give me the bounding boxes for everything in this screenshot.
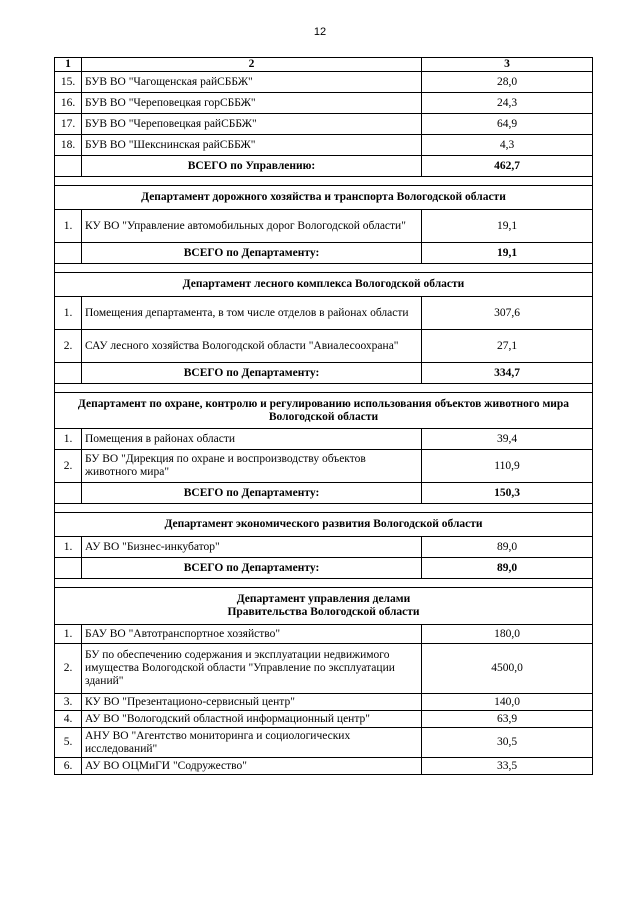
row-number: 1. xyxy=(55,210,82,243)
total-label: ВСЕГО по Департаменту: xyxy=(82,483,422,504)
row-number: 1. xyxy=(55,429,82,450)
row-value: 33,5 xyxy=(422,758,593,775)
row-value: 30,5 xyxy=(422,728,593,758)
table-row xyxy=(55,625,593,644)
row-value: 19,1 xyxy=(422,210,593,243)
allocation-table xyxy=(54,57,593,775)
row-value: 180,0 xyxy=(422,625,593,644)
table-row xyxy=(55,72,593,93)
row-number: 1. xyxy=(55,537,82,558)
row-name: КУ ВО "Презентационо-сервисный центр" xyxy=(82,694,422,711)
total-row xyxy=(55,156,593,177)
row-name: БУВ ВО "Череповецкая горСББЖ" xyxy=(82,93,422,114)
table-row xyxy=(55,758,593,775)
row-name: КУ ВО "Управление автомобильных дорог Вологодской области" xyxy=(82,210,422,243)
department-title: Департамент по охране, контролю и регулированию использования объектов животного мира Вологодской области xyxy=(55,393,593,429)
table-row xyxy=(55,429,593,450)
total-row xyxy=(55,483,593,504)
row-number: 15. xyxy=(55,72,82,93)
table-row xyxy=(55,537,593,558)
department-header-row xyxy=(55,513,593,537)
page-number: 12 xyxy=(313,26,327,38)
table-row xyxy=(55,297,593,330)
total-label: ВСЕГО по Департаменту: xyxy=(82,363,422,384)
column-header-row xyxy=(55,58,593,72)
table-row xyxy=(55,93,593,114)
table-row xyxy=(55,450,593,483)
table-row xyxy=(55,694,593,711)
table-row xyxy=(55,711,593,728)
row-name: БУВ ВО "Шекснинская райСББЖ" xyxy=(82,135,422,156)
total-value: 19,1 xyxy=(422,243,593,264)
row-value: 64,9 xyxy=(422,114,593,135)
row-name: БУ по обеспечению содержания и эксплуатации недвижимого имущества Вологодской области "Управление по эксплуатации зданий" xyxy=(82,644,422,694)
row-value: 63,9 xyxy=(422,711,593,728)
row-name: БУВ ВО "Чагощенская райСББЖ" xyxy=(82,72,422,93)
total-value: 334,7 xyxy=(422,363,593,384)
row-value: 4,3 xyxy=(422,135,593,156)
table-row xyxy=(55,330,593,363)
row-number: 4. xyxy=(55,711,82,728)
total-value: 89,0 xyxy=(422,558,593,579)
row-value: 110,9 xyxy=(422,450,593,483)
department-title: Департамент экономического развития Вологодской области xyxy=(55,513,593,537)
table-row xyxy=(55,135,593,156)
row-number: 6. xyxy=(55,758,82,775)
row-value: 27,1 xyxy=(422,330,593,363)
row-name: АНУ ВО "Агентство мониторинга и социологических исследований" xyxy=(82,728,422,758)
row-number: 2. xyxy=(55,330,82,363)
row-value: 24,3 xyxy=(422,93,593,114)
department-title: Департамент лесного комплекса Вологодской области xyxy=(55,273,593,297)
row-number: 16. xyxy=(55,93,82,114)
total-label: ВСЕГО по Департаменту: xyxy=(82,243,422,264)
row-name: БАУ ВО "Автотранспортное хозяйство" xyxy=(82,625,422,644)
row-number: 2. xyxy=(55,644,82,694)
row-number: 17. xyxy=(55,114,82,135)
department-title: Департамент дорожного хозяйства и транспорта Вологодской области xyxy=(55,186,593,210)
column-header-2: 2 xyxy=(82,58,422,72)
table-row xyxy=(55,644,593,694)
row-value: 4500,0 xyxy=(422,644,593,694)
department-header-row xyxy=(55,186,593,210)
row-number: 1. xyxy=(55,297,82,330)
total-row xyxy=(55,558,593,579)
row-name: Помещения департамента, в том числе отделов в районах области xyxy=(82,297,422,330)
total-value: 150,3 xyxy=(422,483,593,504)
row-number: 1. xyxy=(55,625,82,644)
row-name: БУ ВО "Дирекция по охране и воспроизводству объектов животного мира" xyxy=(82,450,422,483)
department-header-row xyxy=(55,393,593,429)
row-value: 89,0 xyxy=(422,537,593,558)
row-name: АУ ВО "Бизнес-инкубатор" xyxy=(82,537,422,558)
row-number: 3. xyxy=(55,694,82,711)
department-header-row xyxy=(55,588,593,625)
table-row xyxy=(55,210,593,243)
row-value: 39,4 xyxy=(422,429,593,450)
row-number: 18. xyxy=(55,135,82,156)
column-header-3: 3 xyxy=(422,58,593,72)
row-name: БУВ ВО "Череповецкая райСББЖ" xyxy=(82,114,422,135)
total-label: ВСЕГО по Департаменту: xyxy=(82,558,422,579)
total-row xyxy=(55,363,593,384)
row-number: 2. xyxy=(55,450,82,483)
total-label: ВСЕГО по Управлению: xyxy=(82,156,422,177)
column-header-1: 1 xyxy=(55,58,82,72)
total-row xyxy=(55,243,593,264)
table-row xyxy=(55,114,593,135)
row-name: АУ ВО ОЦМиГИ "Содружество" xyxy=(82,758,422,775)
row-number: 5. xyxy=(55,728,82,758)
department-title: Департамент управления делами Правительства Вологодской области xyxy=(55,588,593,625)
row-value: 307,6 xyxy=(422,297,593,330)
row-name: САУ лесного хозяйства Вологодской области "Авиалесоохрана" xyxy=(82,330,422,363)
row-name: Помещения в районах области xyxy=(82,429,422,450)
row-value: 140,0 xyxy=(422,694,593,711)
total-value: 462,7 xyxy=(422,156,593,177)
row-value: 28,0 xyxy=(422,72,593,93)
department-header-row xyxy=(55,273,593,297)
table-row xyxy=(55,728,593,758)
row-name: АУ ВО "Вологодский областной информационный центр" xyxy=(82,711,422,728)
